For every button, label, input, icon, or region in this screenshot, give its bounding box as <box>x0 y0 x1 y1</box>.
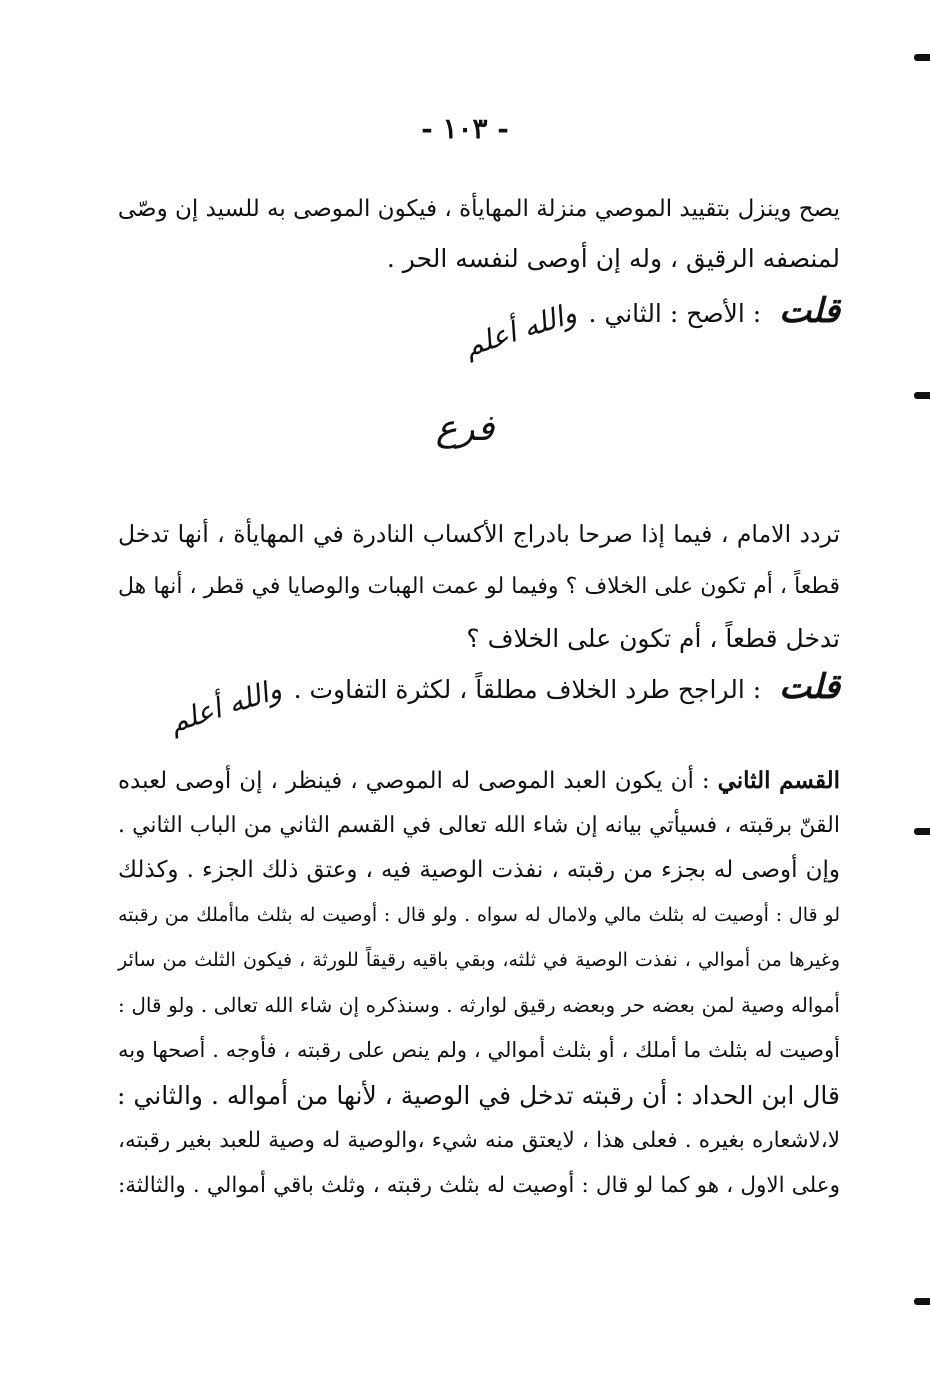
text-line: تردد الامام ، فيما إذا صرحا بادراج الأكساب النادرة في المهايأة ، أنها تدخل <box>118 520 840 548</box>
text-line: قال ابن الحداد : أن رقبته تدخل في الوصية ، لأنها من أمواله . والثاني : <box>117 1081 840 1110</box>
wallah-alam: والله أعلم <box>165 672 286 740</box>
qult-text: : الراجح طرد الخلاف مطلقاً ، لكثرة التفاوت . <box>293 675 762 704</box>
section-label: القسم الثاني <box>717 767 840 794</box>
edge-mark <box>914 1298 930 1305</box>
text-line: لمنصفه الرقيق ، وله إن أوصى لنفسه الحر . <box>386 244 840 273</box>
qult-word: قلت <box>779 667 840 707</box>
text-line: أوصيت له بثلث ما أملك ، أو بثلث أموالي ، ولم ينص على رقبته ، فأوجه . أصحها وبه <box>118 1038 840 1062</box>
text-line: يصح وينزل بتقييد الموصي منزلة المهايأة ، فيكون الموصى به للسيد إن وصّى <box>117 196 840 222</box>
text-line: وغيرها من أموالي ، نفذت الوصية في ثلثه، وبقي باقيه رقيقاً للورثة ، فيكون الثلث من سائر <box>118 949 840 971</box>
text-line: أمواله وصية لمن بعضه حر وبعضه رقيق لوارثه . وسنذكره إن شاء الله تعالى . ولو قال : <box>118 993 840 1017</box>
paragraph-2 <box>118 517 840 740</box>
edge-mark <box>914 392 930 399</box>
qult-text: : الأصح : الثاني . <box>588 299 762 328</box>
text-line: القنّ برقبته ، فسيأتي بيانه إن شاء الله تعالى في القسم الثاني من الباب الثاني . <box>118 813 840 838</box>
text-line: وإن أوصى له بجزء من رقبته ، نفذت الوصية فيه ، وعتق ذلك الجزء . وكذلك <box>118 857 840 883</box>
text-line: لا،لاشعاره بغيره . فعلى هذا ، لايعتق منه شيء ،والوصية له وصية للعبد بغير رقبته، <box>118 1128 840 1153</box>
paragraph-3 <box>118 763 840 1203</box>
section-heading: فرع <box>435 408 495 449</box>
wallah-alam: والله أعلم <box>460 296 581 364</box>
text-line: لو قال : أوصيت له بثلث مالي ولامال له سواه . ولو قال : أوصيت له بثلث ماأملك من رقبته <box>118 904 840 926</box>
qult-word: قلت <box>779 291 840 331</box>
edge-mark <box>914 828 930 835</box>
text-line: تدخل قطعاً ، أم تكون على الخلاف ؟ <box>466 624 840 653</box>
text-line <box>118 763 840 798</box>
qult-line <box>118 291 840 364</box>
page-number: - ١٠٣ - <box>421 112 509 145</box>
edge-mark <box>914 54 930 61</box>
text-span: : أن يكون العبد الموصى له الموصي ، فينظر ، إن أوصى لعبده <box>118 768 710 794</box>
paragraph-1 <box>117 192 840 364</box>
qult-line <box>118 667 840 740</box>
text-line: قطعاً ، أم تكون على الخلاف ؟ وفيما لو عمت الهبات والوصايا في قطر ، أنها هل <box>118 574 840 599</box>
text-line: وعلى الاول ، هو كما لو قال : أوصيت له بثلث رقبته ، وثلث باقي أموالي . والثالثة: <box>118 1173 840 1198</box>
